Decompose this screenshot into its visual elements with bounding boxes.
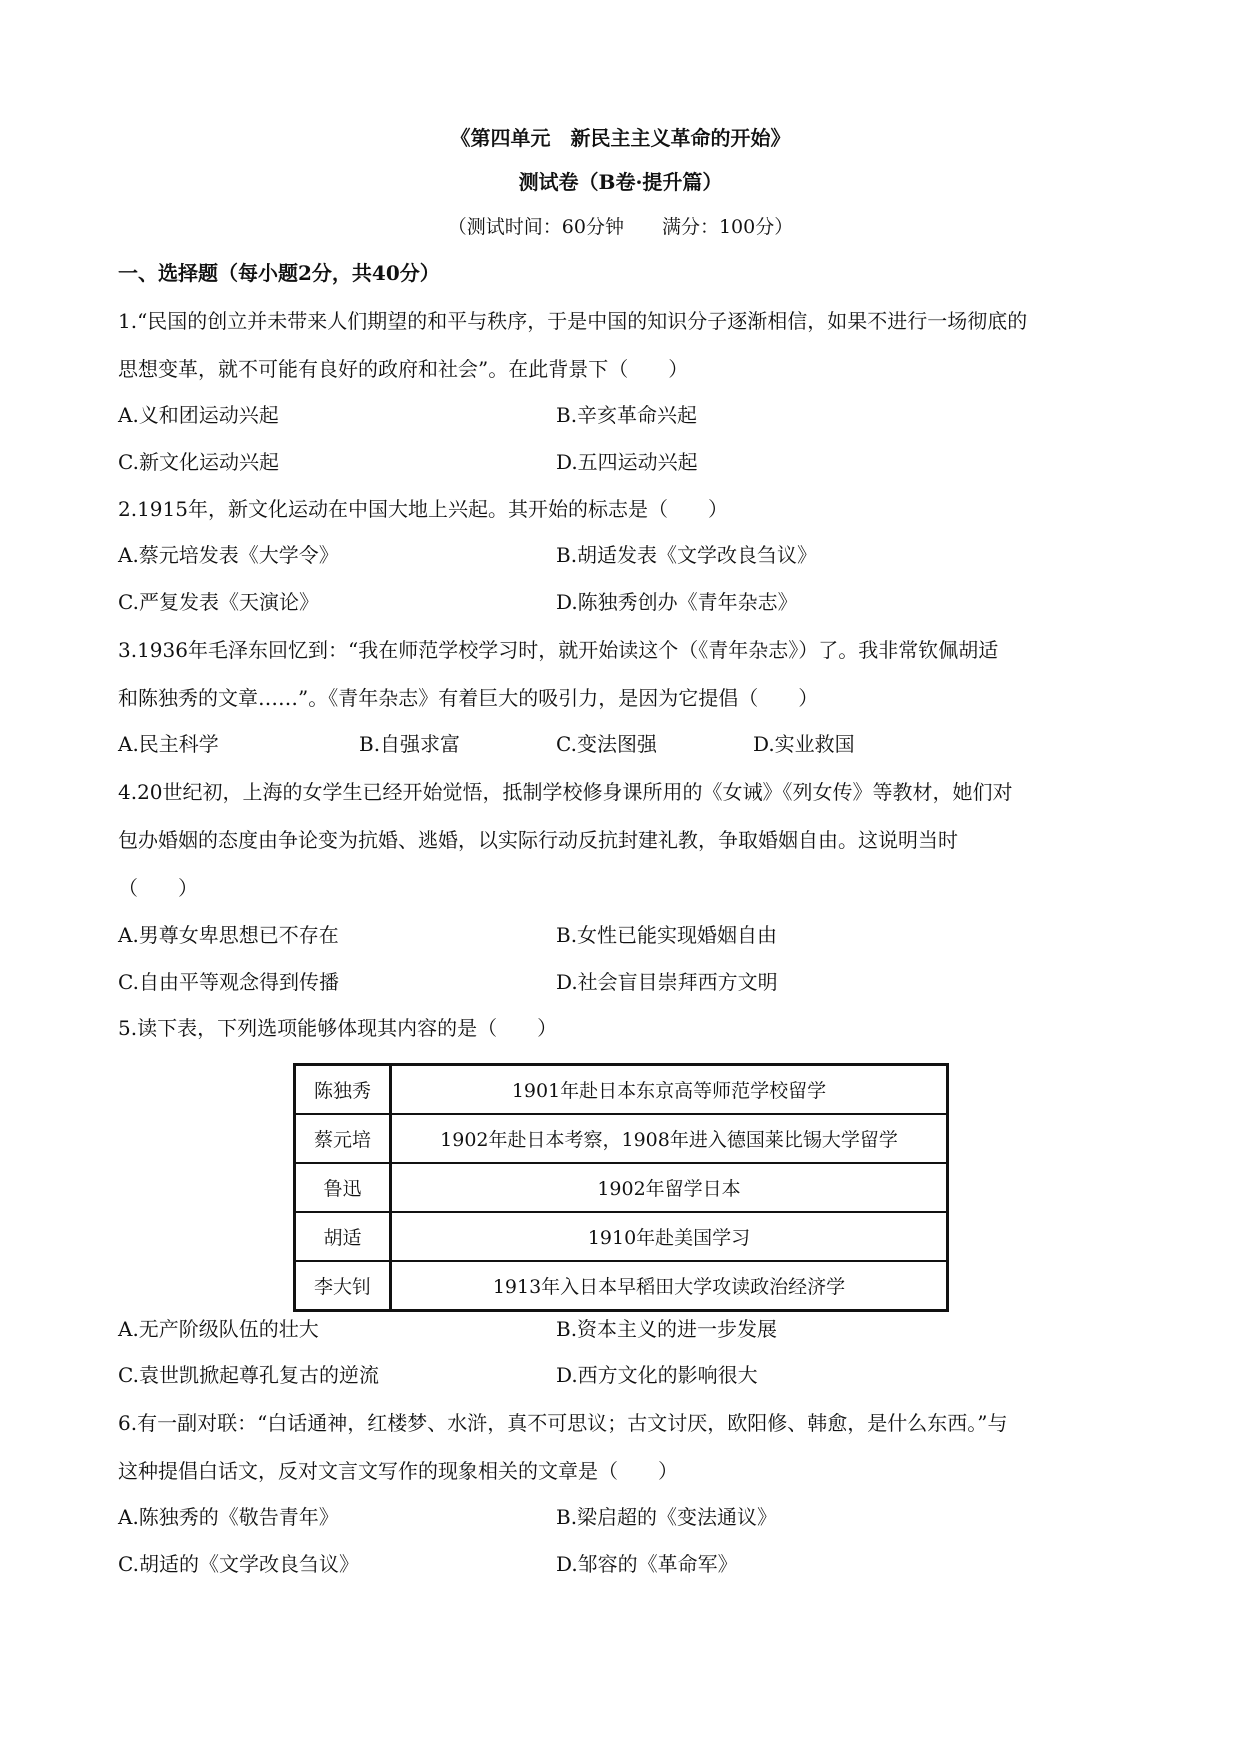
question-5-option-a: A.无产阶级队伍的壮大	[118, 1317, 319, 1341]
study-abroad-table	[293, 1063, 949, 1312]
question-1-option-b: B.辛亥革命兴起	[556, 403, 698, 427]
question-6-stem-line-2: 这种提倡白话文，反对文言文写作的现象相关的文章是（ ）	[118, 1459, 678, 1483]
question-4-option-d: D.社会盲目崇拜西方文明	[556, 970, 778, 994]
question-3-stem-line-2: 和陈独秀的文章……”。《青年杂志》有着巨大的吸引力，是因为它提倡（ ）	[118, 686, 819, 710]
question-3-stem-line-1: 3.1936年毛泽东回忆到：“我在师范学校学习时，就开始读这个（《青年杂志》）了。我非常钦佩胡适	[118, 638, 999, 662]
question-6-option-d: D.邹容的《革命军》	[556, 1552, 738, 1576]
question-2-stem-line-1: 2.1915年，新文化运动在中国大地上兴起。其开始的标志是（ ）	[118, 497, 728, 521]
table-row	[295, 1212, 948, 1261]
question-4-stem-line-1: 4.20世纪初，上海的女学生已经开始觉悟，抵制学校修身课所用的《女诫》《列女传》等教材，她们对	[118, 780, 1013, 804]
question-3-option-a: A.民主科学	[118, 732, 219, 756]
table-row	[295, 1065, 948, 1115]
question-4-option-c: C.自由平等观念得到传播	[118, 970, 339, 994]
question-6-option-c: C.胡适的《文学改良刍议》	[118, 1552, 359, 1576]
section-heading: 一、选择题（每小题2分，共40分）	[118, 261, 440, 285]
question-4-option-b: B.女性已能实现婚姻自由	[556, 923, 778, 947]
question-4-stem-line-2: 包办婚姻的态度由争论变为抗婚、逃婚，以实际行动反抗封建礼教，争取婚姻自由。这说明当时	[118, 828, 958, 852]
question-2-option-a: A.蔡元培发表《大学令》	[118, 543, 339, 567]
exam-meta: （测试时间：60分钟 满分：100分）	[447, 216, 794, 238]
question-4-stem-line-3: （ ）	[118, 876, 198, 900]
question-5-option-b: B.资本主义的进一步发展	[556, 1317, 778, 1341]
question-3-option-d: D.实业救国	[753, 732, 855, 756]
question-2-option-d: D.陈独秀创办《青年杂志》	[556, 590, 798, 614]
question-3-option-c: C.变法图强	[556, 732, 657, 756]
question-1-stem-line-2: 思想变革，就不可能有良好的政府和社会”。在此背景下（ ）	[118, 357, 689, 381]
table-cell-name: 蔡元培	[295, 1114, 391, 1163]
table-cell-name: 李大钊	[295, 1261, 391, 1311]
table-cell-name: 陈独秀	[295, 1065, 391, 1115]
question-3-option-b: B.自强求富	[359, 732, 461, 756]
exam-title: 《第四单元 新民主主义革命的开始》	[450, 126, 791, 150]
question-6-option-b: B.梁启超的《变法通议》	[556, 1505, 778, 1529]
table-cell-desc: 1901年赴日本东京高等师范学校留学	[391, 1065, 948, 1115]
question-1-option-c: C.新文化运动兴起	[118, 450, 279, 474]
question-2-option-c: C.严复发表《天演论》	[118, 590, 319, 614]
question-6-option-a: A.陈独秀的《敬告青年》	[118, 1505, 339, 1529]
table-row	[295, 1163, 948, 1212]
table-cell-desc: 1913年入日本早稻田大学攻读政治经济学	[391, 1261, 948, 1311]
question-2-option-b: B.胡适发表《文学改良刍议》	[556, 543, 818, 567]
table-cell-desc: 1902年赴日本考察，1908年进入德国莱比锡大学留学	[391, 1114, 948, 1163]
question-6-stem-line-1: 6.有一副对联：“白话通神，红楼梦、水浒，真不可思议；古文讨厌，欧阳修、韩愈，是什么东西。”与	[118, 1411, 1008, 1435]
question-4-option-a: A.男尊女卑思想已不存在	[118, 923, 339, 947]
table-row	[295, 1114, 948, 1163]
question-5-stem-line-1: 5.读下表，下列选项能够体现其内容的是（ ）	[118, 1016, 558, 1040]
question-5-option-c: C.袁世凯掀起尊孔复古的逆流	[118, 1363, 379, 1387]
table-row	[295, 1261, 948, 1311]
table-cell-desc: 1902年留学日本	[391, 1163, 948, 1212]
question-1-option-d: D.五四运动兴起	[556, 450, 698, 474]
table-cell-name: 鲁迅	[295, 1163, 391, 1212]
table-cell-desc: 1910年赴美国学习	[391, 1212, 948, 1261]
table-cell-name: 胡适	[295, 1212, 391, 1261]
question-1-option-a: A.义和团运动兴起	[118, 403, 279, 427]
question-1-stem-line-1: 1.“民国的创立并未带来人们期望的和平与秩序，于是中国的知识分子逐渐相信，如果不进行一场彻底的	[118, 309, 1028, 333]
question-5-option-d: D.西方文化的影响很大	[556, 1363, 758, 1387]
exam-subtitle: 测试卷（B卷·提升篇）	[518, 170, 723, 194]
